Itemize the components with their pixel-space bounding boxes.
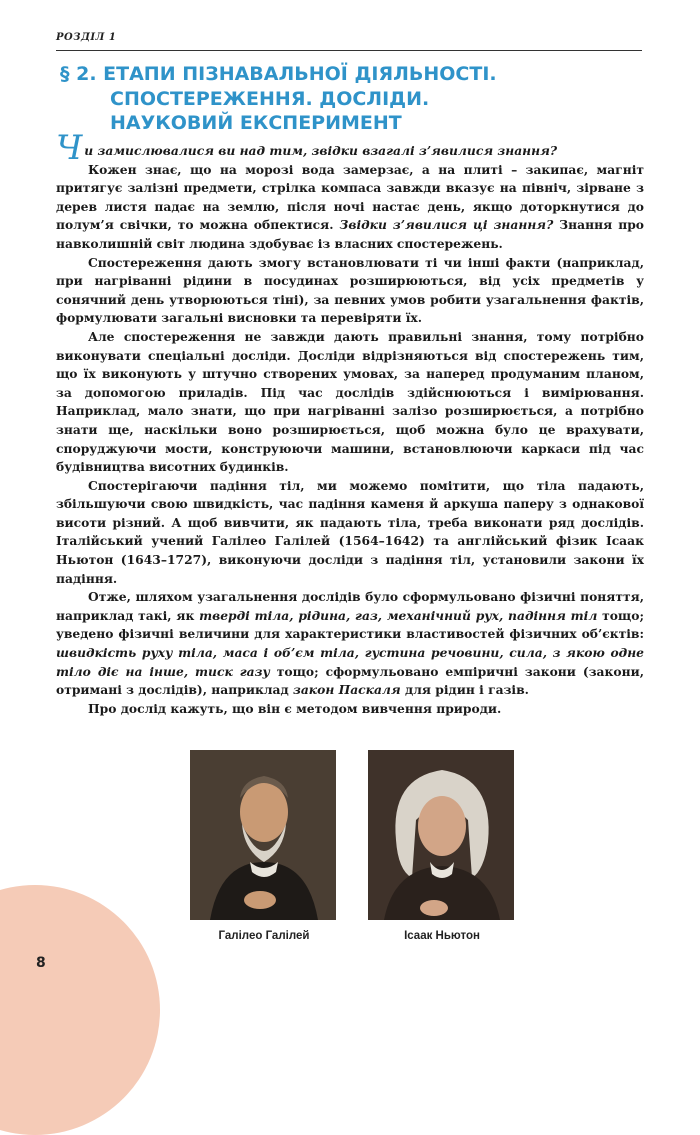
paragraph-1-emphasis: Звідки з’явилися ці знання?: [339, 217, 554, 233]
paragraph-1-text-a: Кожен знає, що на морозі вода замерзає, а на плиті – закипає, магніт притягує залізні предмети, стрілка компаса завжди вказує на північ, зірване з дерев листя падає на землю, після ночі настає день, якщо доторкнутися до полум’я свічки, то можна обпектися.: [56, 161, 644, 233]
galileo-portrait: [190, 750, 336, 920]
paragraph-2: Спостереження дають змогу встановлювати ті чи інші факти (наприклад, при нагріванні рідини в посудинах розширюються, від усіх предметів у сонячний день утворюються тіні), за певних умов робити узагальнення фактів, формулювати загальні висновки та перевіряти їх.: [56, 254, 644, 326]
paragraph-5-text-d: для рідин і газів.: [400, 682, 529, 698]
section-label: РОЗДІЛ 1: [56, 32, 117, 43]
lead-question: [56, 128, 644, 168]
section-title: [60, 62, 497, 136]
lead-question-text: и замислювалися ви над тим, звідки взагалі з’явилися знання?: [84, 143, 558, 158]
page-number: 8: [36, 955, 46, 971]
drop-cap: Ч: [56, 128, 83, 168]
galileo-caption: Галілео Галілей: [218, 930, 310, 942]
galileo-portrait-icon: [190, 750, 336, 920]
paragraph-5-text-b: тощо; уведено фізичні величини для характеристики властивостей фізичних об’єктів:: [56, 607, 644, 642]
paragraph-3: Але спостереження не завжди дають правильні знання, тому потрібно виконувати спеціальні досліди. Досліди відрізняються від спостережень тим, що їх виконують у штучно створених умовах, за наперед продуманим планом, за допомогою приладів. Під час дослідів здійснюються і вимірювання. Наприклад, мало знати, що при нагріванні залізо розширюється, а потрібно знати ще, наскільки воно розширюється, щоб можна було це врахувати, споруджуючи мости, конструюючи машини, встановлюючи каркаси під час будівництва висотних будинків.: [56, 328, 644, 475]
title-line-1: § 2. ЕТАПИ ПІЗНАВАЛЬНОЇ ДІЯЛЬНОСТІ.: [60, 63, 497, 85]
newton-caption: Ісаак Ньютон: [404, 930, 480, 942]
body-text: [56, 128, 644, 718]
paragraph-4: Спостерігаючи падіння тіл, ми можемо помітити, що тіла падають, збільшуючи свою швидкість, час падіння каменя й аркуша паперу з однакової висоти різний. А щоб вивчити, як падають тіла, треба виконати ряд дослідів. Італійський учений Галілео Галілей (1564–1642) та англійський фізик Ісаак Ньютон (1643–1727), виконуючи досліди з падіння тіл, установили закони їх падіння.: [56, 477, 644, 586]
newton-portrait: [368, 750, 514, 920]
paragraph-5: [56, 588, 644, 700]
title-line-2: СПОСТЕРЕЖЕННЯ. ДОСЛІДИ.: [110, 87, 430, 110]
paragraph-1-text-b: Знання про навколишній світ людина здобуває із власних спостережень.: [56, 217, 644, 251]
paragraph-6: Про дослід кажуть, що він є методом вивчення природи.: [88, 700, 502, 716]
page-corner-decoration: [0, 885, 160, 1135]
newton-portrait-icon: [368, 750, 514, 920]
title-line-3: НАУКОВИЙ ЕКСПЕРИМЕНТ: [110, 112, 402, 134]
paragraph-5-emphasis-3: закон Паскаля: [292, 682, 401, 698]
header-rule: [56, 50, 642, 51]
paragraph-5-emphasis-2: швидкість руху тіла, маса і об’єм тіла, густина речовини, сила, з якою одне тіло діє на інше, тиск газу: [56, 645, 644, 679]
paragraph-5-text-c: тощо; сформульовано емпіричні закони (закони, отримані з дослідів), наприклад: [56, 663, 644, 698]
paragraph-5-emphasis-1: тверді тіла, рідина, газ, механічний рух, падіння тіл: [199, 607, 598, 623]
paragraph-1: [56, 161, 644, 254]
paragraph-5-text-a: Отже, шляхом узагальнення дослідів було сформульовано фізичні поняття, наприклад такі, як: [56, 589, 644, 623]
